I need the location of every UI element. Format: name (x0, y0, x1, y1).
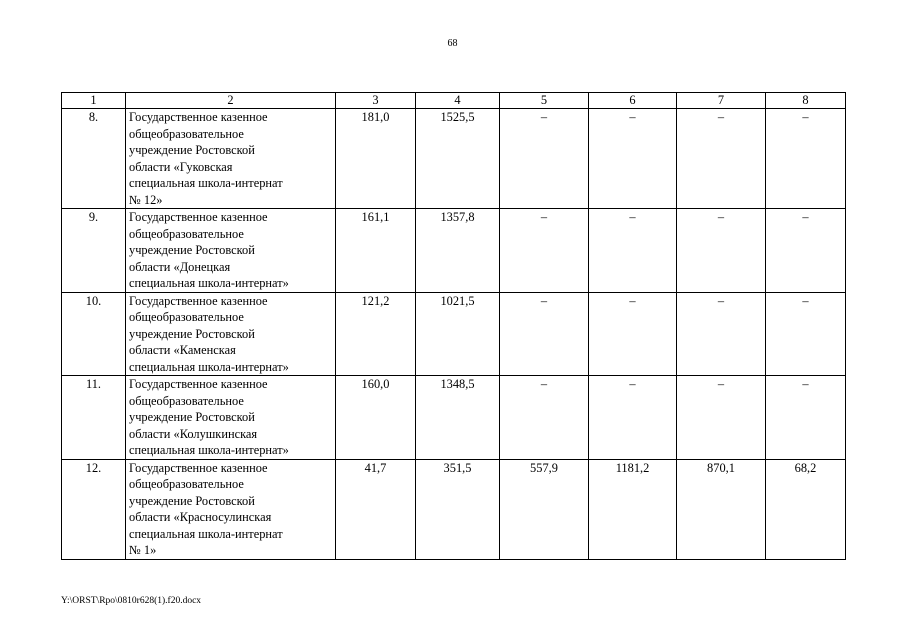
header-cell-8: 8 (766, 93, 846, 109)
header-cell-5: 5 (500, 93, 589, 109)
table-row (62, 109, 846, 209)
header-cell-4: 4 (416, 93, 500, 109)
value-col8: – (766, 109, 846, 209)
value-col8: – (766, 292, 846, 376)
name-line: учреждение Ростовской (129, 143, 255, 157)
name-line: общеобразовательное (129, 126, 244, 141)
table-row (62, 209, 846, 293)
name-line: специальная школа-интернат» (129, 443, 289, 457)
value-col8: 68,2 (766, 459, 846, 559)
name-line: № 12» (129, 192, 163, 207)
row-number: 10. (62, 292, 126, 376)
page-number: 68 (447, 38, 458, 49)
name-line: Государственное казенное (129, 210, 268, 224)
name-line: области «Донецкая (129, 259, 231, 274)
value-col7: – (677, 292, 766, 376)
value-col5: – (500, 209, 589, 293)
value-col3: 160,0 (336, 376, 416, 460)
name-line: специальная школа-интернат» (129, 276, 289, 290)
name-line: общеобразовательное (129, 477, 244, 491)
name-line: области «Гуковская (129, 159, 233, 174)
row-number: 8. (62, 109, 126, 209)
value-col4: 1525,5 (416, 109, 500, 209)
name-line: учреждение Ростовской (129, 410, 255, 424)
value-col4: 1357,8 (416, 209, 500, 293)
value-col4: 351,5 (416, 459, 500, 559)
header-cell-6: 6 (589, 93, 677, 109)
name-line: Государственное казенное (129, 377, 268, 391)
name-line: учреждение Ростовской (129, 243, 255, 257)
value-col3: 41,7 (336, 459, 416, 559)
name-line: общеобразовательное (129, 310, 244, 324)
name-line: учреждение Ростовской (129, 326, 255, 341)
value-col5: 557,9 (500, 459, 589, 559)
value-col6: – (589, 209, 677, 293)
name-line: Государственное казенное (129, 460, 268, 475)
header-cell-2: 2 (126, 93, 336, 109)
data-table (61, 92, 846, 560)
institution-name (126, 292, 336, 376)
header-cell-1: 1 (62, 93, 126, 109)
value-col6: – (589, 109, 677, 209)
row-number: 12. (62, 459, 126, 559)
table-row (62, 376, 846, 460)
header-row (62, 93, 846, 109)
value-col7: 870,1 (677, 459, 766, 559)
institution-name (126, 459, 336, 559)
header-cell-7: 7 (677, 93, 766, 109)
value-col6: – (589, 292, 677, 376)
value-col7: – (677, 209, 766, 293)
institution-name (126, 376, 336, 460)
name-line: специальная школа-интернат» (129, 359, 289, 374)
table-row (62, 459, 846, 559)
value-col5: – (500, 109, 589, 209)
value-col6: – (589, 376, 677, 460)
name-line: области «Колушкинская (129, 426, 258, 441)
value-col8: – (766, 209, 846, 293)
name-line: № 1» (129, 543, 157, 557)
value-col5: – (500, 376, 589, 460)
value-col7: – (677, 376, 766, 460)
value-col4: 1021,5 (416, 292, 500, 376)
name-line: специальная школа-интернат (129, 176, 283, 190)
row-number: 11. (62, 376, 126, 460)
row-number: 9. (62, 209, 126, 293)
table-row (62, 292, 846, 376)
value-col8: – (766, 376, 846, 460)
value-col5: – (500, 292, 589, 376)
value-col4: 1348,5 (416, 376, 500, 460)
header-cell-3: 3 (336, 93, 416, 109)
name-line: области «Каменская (129, 343, 236, 357)
institution-name (126, 109, 336, 209)
value-col6: 1181,2 (589, 459, 677, 559)
value-col3: 121,2 (336, 292, 416, 376)
name-line: специальная школа-интернат (129, 526, 283, 541)
name-line: области «Красносулинская (129, 510, 272, 524)
institution-name (126, 209, 336, 293)
value-col3: 161,1 (336, 209, 416, 293)
value-col3: 181,0 (336, 109, 416, 209)
name-line: Государственное казенное (129, 293, 268, 308)
name-line: Государственное казенное (129, 110, 268, 124)
name-line: учреждение Ростовской (129, 493, 255, 508)
value-col7: – (677, 109, 766, 209)
name-line: общеобразовательное (129, 226, 244, 241)
footer-file-path: Y:\ORST\Rpo\0810r628(1).f20.docx (61, 596, 202, 606)
name-line: общеобразовательное (129, 393, 244, 408)
